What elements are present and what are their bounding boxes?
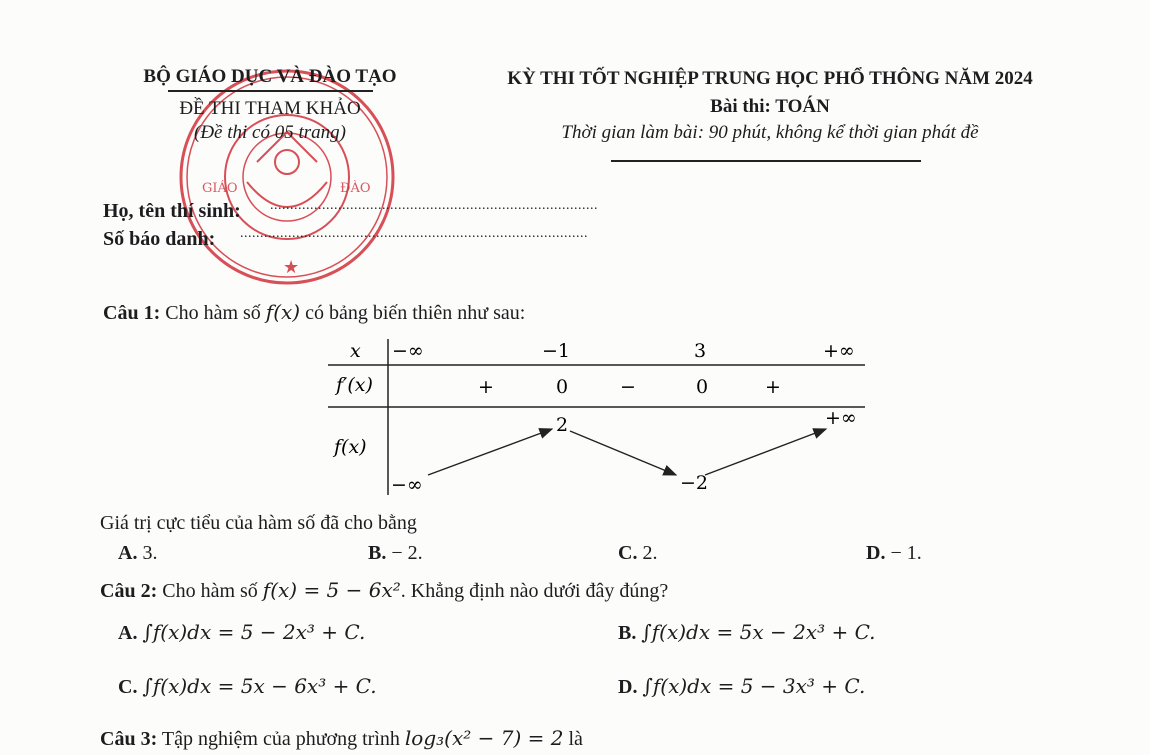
q2-func: f(x) = 5 − 6x² [262, 578, 401, 602]
exam-title: KỲ THI TỐT NGHIỆP TRUNG HỌC PHỔ THÔNG NĂM 2024 [507, 68, 1033, 89]
header-left [120, 66, 420, 144]
q1-text-post: có bảng biến thiên như sau: [305, 302, 526, 324]
option-value: ∫f(x)dx = 5x − 2x³ + C. [641, 620, 876, 644]
table-fp-value: + [478, 376, 494, 398]
q2-option-d[interactable] [618, 674, 865, 699]
subject: Bài thi: TOÁN [710, 96, 830, 117]
q2-option-c[interactable] [118, 674, 377, 699]
table-arrow-up [705, 429, 826, 475]
header-right [475, 68, 1065, 144]
table-row-x-label: x [350, 340, 361, 362]
q3-text-post: là [568, 728, 583, 750]
q1-label: Câu 1: [103, 302, 161, 324]
q2-option-b[interactable] [618, 620, 876, 645]
q1-question: Giá trị cực tiểu của hàm số đã cho bằng [100, 512, 417, 534]
option-value: 3. [142, 542, 158, 564]
q1-option-a[interactable] [118, 542, 157, 565]
q1-option-c[interactable] [618, 542, 657, 565]
table-f-value: −2 [680, 472, 709, 494]
option-letter: C. [618, 542, 638, 564]
option-value: − 2. [391, 542, 423, 564]
svg-text:★: ★ [283, 257, 300, 278]
option-letter: C. [118, 676, 138, 698]
q2-prompt [100, 578, 668, 603]
option-letter: B. [368, 542, 387, 564]
q1-func: f(x) [265, 300, 301, 324]
option-value: ∫f(x)dx = 5 − 3x³ + C. [642, 674, 866, 698]
svg-text:GIÁO: GIÁO [202, 181, 238, 196]
table-arrow-up [428, 429, 552, 475]
table-f-value: −∞ [391, 474, 423, 496]
header-right-underline [611, 160, 921, 162]
ministry-underline [168, 90, 373, 92]
q2-option-a[interactable] [118, 620, 365, 645]
table-fp-value: 0 [556, 376, 569, 398]
candidate-name-label: Họ, tên thí sinh: [103, 200, 241, 222]
candidate-id-label: Số báo danh: [103, 228, 216, 250]
q1-option-b[interactable] [368, 542, 423, 565]
q2-text-pre: Cho hàm số [162, 580, 258, 602]
table-fp-value: − [620, 376, 636, 398]
pages-note: (Đề thi có 05 trang) [194, 121, 346, 143]
table-f-value: 2 [556, 414, 569, 436]
table-row-f-label: f(x) [334, 436, 367, 458]
duration: Thời gian làm bài: 90 phút, không kể thời gian phát đề [561, 122, 979, 143]
option-value: 2. [642, 542, 658, 564]
q1-text-pre: Cho hàm số [165, 302, 261, 324]
q2-text-post: . Khẳng định nào dưới đây đúng? [400, 580, 669, 602]
q1-prompt [103, 300, 525, 325]
candidate-id-field[interactable]: ....................................................................................... [240, 226, 588, 241]
variation-table [320, 335, 880, 505]
table-x-value: 3 [694, 340, 707, 362]
table-x-value: +∞ [823, 340, 855, 362]
q3-label: Câu 3: [100, 728, 158, 750]
option-value: − 1. [890, 542, 922, 564]
option-letter: D. [866, 542, 886, 564]
q3-equation: log₃(x² − 7) = 2 [404, 726, 564, 750]
table-f-value: +∞ [825, 407, 857, 429]
table-fp-value: 0 [696, 376, 709, 398]
option-value: ∫f(x)dx = 5 − 2x³ + C. [142, 620, 366, 644]
table-arrow-down [570, 431, 676, 475]
exam-type: ĐỀ THI THAM KHẢO [179, 97, 361, 119]
table-row-fp-label: f′(x) [336, 374, 373, 396]
candidate-name-field[interactable]: .................................................................................. [270, 198, 598, 213]
table-fp-value: + [765, 376, 781, 398]
q3-prompt [100, 726, 583, 751]
svg-text:ĐÀO: ĐÀO [340, 181, 371, 196]
option-value: ∫f(x)dx = 5x − 6x³ + C. [142, 674, 377, 698]
q3-text-pre: Tập nghiệm của phương trình [161, 728, 400, 750]
option-letter: B. [618, 622, 637, 644]
table-x-value: −1 [542, 340, 571, 362]
q2-label: Câu 2: [100, 580, 158, 602]
ministry-name: BỘ GIÁO DỤC VÀ ĐÀO TẠO [143, 66, 397, 87]
option-letter: A. [118, 542, 138, 564]
option-letter: A. [118, 622, 138, 644]
q1-option-d[interactable] [866, 542, 922, 565]
option-letter: D. [618, 676, 638, 698]
table-x-value: −∞ [392, 340, 424, 362]
